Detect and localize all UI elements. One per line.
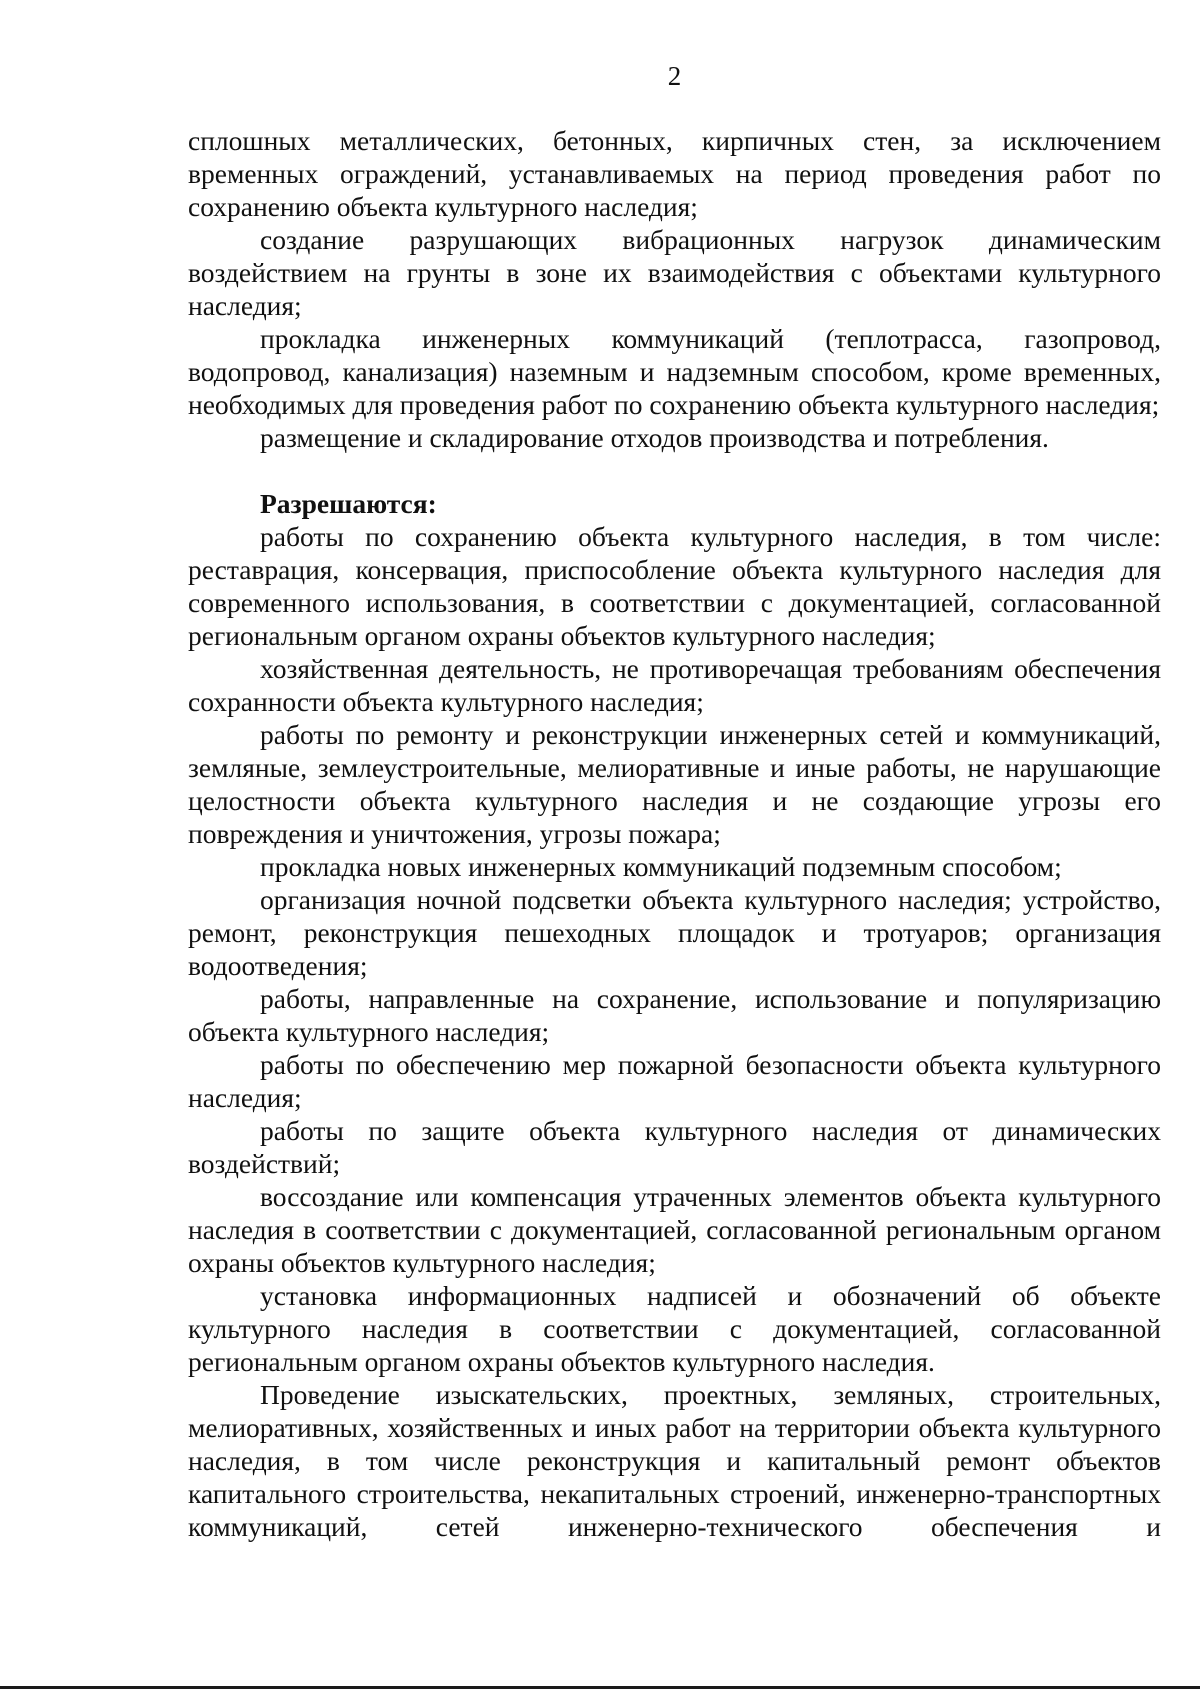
scan-edge-rule [0, 1686, 1200, 1689]
prohibited-item-continued: сплошных металлических, бетонных, кирпичных стен, за исключением временных ограждений, устанавливаемых на период проведения работ по сохранению объекта культурного наследия; [188, 125, 1161, 222]
allowed-item: прокладка новых инженерных коммуникаций подземным способом; [260, 851, 1062, 882]
prohibited-item: прокладка инженерных коммуникаций (теплотрасса, газопровод, водопровод, канализация) наземным и надземным способом, кроме временных, необходимых для проведения работ по сохранению объекта культурного наследия; [188, 323, 1161, 420]
prohibited-item: размещение и складирование отходов производства и потребления. [260, 422, 1049, 453]
allowed-heading: Разрешаются: [260, 488, 437, 519]
allowed-item: работы по защите объекта культурного наследия от динамических воздействий; [188, 1115, 1161, 1179]
allowed-item: работы, направленные на сохранение, использование и популяризацию объекта культурного наследия; [188, 983, 1161, 1047]
allowed-item: воссоздание или компенсация утраченных элементов объекта культурного наследия в соответствии с документацией, согласованной региональным органом охраны объектов культурного наследия; [188, 1181, 1161, 1278]
allowed-item: установка информационных надписей и обозначений об объекте культурного наследия в соответствии с документацией, согласованной региональным органом охраны объектов культурного наследия. [188, 1280, 1161, 1377]
allowed-item: работы по ремонту и реконструкции инженерных сетей и коммуникаций, земляные, землеустроительные, мелиоративные и иные работы, не нарушающие целостности объекта культурного наследия и не создающие угрозы его повреждения и уничтожения, угрозы пожара; [188, 719, 1161, 849]
allowed-item: хозяйственная деятельность, не противоречащая требованиям обеспечения сохранности объекта культурного наследия; [188, 653, 1161, 717]
prohibited-item: создание разрушающих вибрационных нагрузок динамическим воздействием на грунты в зоне их взаимодействия с объектами культурного наследия; [188, 224, 1161, 321]
allowed-item: работы по сохранению объекта культурного наследия, в том числе: реставрация, консервация, приспособление объекта культурного наследия для современного использования, в соответствии с документацией, согласованной региональным органом охраны объектов культурного наследия; [188, 521, 1161, 651]
allowed-item: организация ночной подсветки объекта культурного наследия; устройство, ремонт, реконструкция пешеходных площадок и тротуаров; организация водоотведения; [188, 884, 1161, 981]
page-number: 2 [667, 61, 682, 91]
document-body [188, 124, 1161, 1543]
allowed-item: работы по обеспечению мер пожарной безопасности объекта культурного наследия; [188, 1049, 1161, 1113]
final-paragraph: Проведение изыскательских, проектных, земляных, строительных, мелиоративных, хозяйственных и иных работ на территории объекта культурного наследия, в том числе реконструкция и капитальный ремонт объектов капитального строительства, некапитальных строений, инженерно-транспортных коммуникаций, сетей инженерно-технического обеспечения и [188, 1379, 1161, 1542]
